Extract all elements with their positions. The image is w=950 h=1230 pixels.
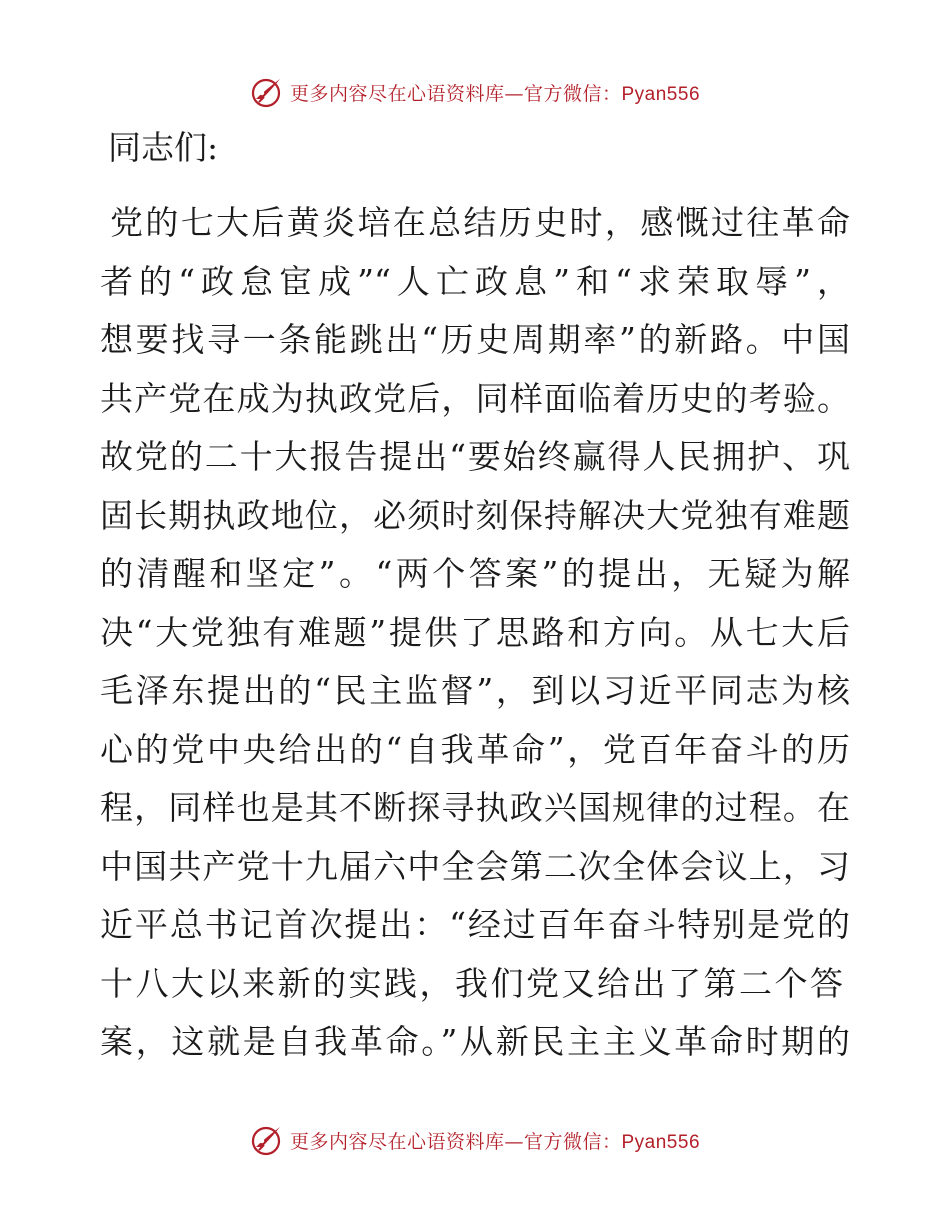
body-line: 故党的二十大报告提出“要始终赢得人民拥护、巩 [100, 437, 850, 476]
quill-pen-logo-icon [250, 1123, 284, 1157]
body-line: 案，这就是自我革命。”从新民主主义革命时期的 [100, 1022, 850, 1061]
body-line: 者的“政怠宦成”“人亡政息”和“求荣取辱”， [100, 261, 850, 301]
banner-wechat-label: 官方微信： [523, 1130, 622, 1153]
banner-separator: — [504, 1130, 524, 1153]
body-line: 十八大以来新的实践，我们党又给出了第二个答 [100, 963, 846, 1003]
quill-pen-logo-icon [250, 75, 284, 109]
body-line: 中国共产党十九届六中全会第二次全体会议上，习 [100, 846, 850, 886]
body-line: 共产党在成为执政党后，同样面临着历史的考验。 [100, 378, 850, 418]
body-line: 决“大党独有难题”提供了思路和方向。从七大后 [100, 612, 850, 652]
body-paragraph [100, 194, 850, 1072]
body-line: 程，同样也是其不断探寻执政兴国规律的过程。在 [100, 788, 850, 827]
body-line: 心的党中央给出的“自我革命”，党百年奋斗的历 [100, 729, 850, 769]
banner-separator: — [504, 82, 524, 105]
body-line: 党的七大后黄炎培在总结历史时，感慨过往革命 [110, 203, 850, 242]
footer-watermark-banner [0, 1120, 950, 1160]
body-line: 想要找寻一条能跳出“历史周期率”的新路。中国 [100, 320, 850, 359]
banner-text [290, 1127, 700, 1154]
body-line: 毛泽东提出的“民主监督”，到以习近平同志为核 [100, 671, 850, 710]
banner-wechat-id: Pyan556 [621, 83, 701, 105]
header-watermark-banner [0, 72, 950, 112]
banner-brand: 更多内容尽在心语资料库 [289, 82, 505, 105]
banner-brand: 更多内容尽在心语资料库 [289, 1130, 505, 1153]
banner-text [290, 79, 700, 106]
body-line: 的清醒和坚定”。“两个答案”的提出，无疑为解 [100, 554, 850, 593]
body-line: 固长期执政地位，必须时刻保持解决大党独有难题 [100, 495, 850, 535]
banner-wechat-id: Pyan556 [621, 1131, 701, 1153]
banner-wechat-label: 官方微信： [523, 82, 622, 105]
body-line: 近平总书记首次提出：“经过百年奋斗特别是党的 [100, 905, 850, 944]
salutation: 同志们: [108, 128, 219, 167]
